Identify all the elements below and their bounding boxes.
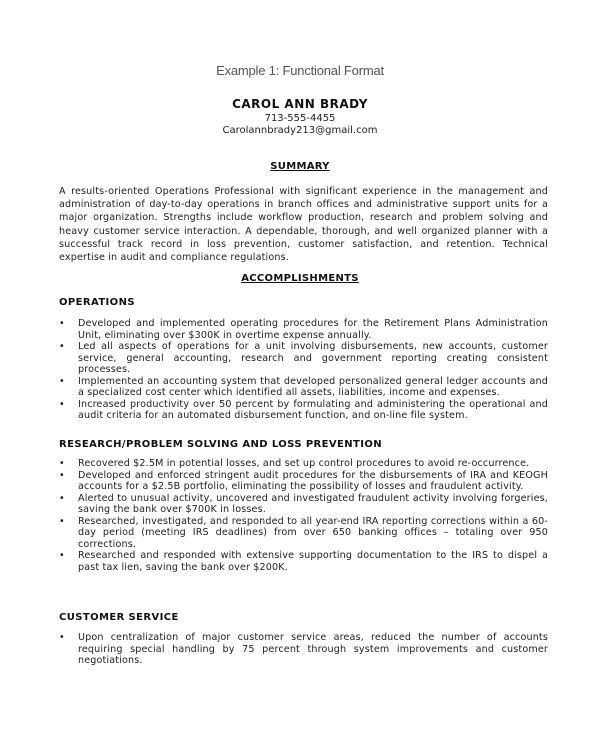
summary-heading: SUMMARY [270, 161, 330, 172]
list-item: • Led all aspects of operations for a unit involving disbursements, new accounts, customer service, general accounting, research and government reporting creating consistent processes. [59, 341, 548, 375]
bullet-icon: • [59, 375, 65, 387]
list-item: • Researched and responded with extensive supporting documentation to the IRS to dispel a past tax lien, saving the bank over $200K. [59, 550, 548, 573]
list-item: • Developed and implemented operating procedures for the Retirement Plans Administration Unit, eliminating over $300K in overtime expense annually. [59, 318, 548, 341]
document-title: Example 1: Functional Format [216, 63, 384, 78]
list-item: • Researched, investigated, and responded to all year-end IRA reporting corrections within a 60-day period (meeting IRS deadlines) from over 650 banking offices – totaling over 950 corrections. [59, 515, 548, 550]
bullet-icon: • [59, 550, 65, 561]
email-address: Carolannbrady213@gmail.com [222, 125, 378, 136]
accomplishments-heading: ACCOMPLISHMENTS [241, 273, 359, 284]
list-item: • Developed and enforced stringent audit procedures for the disbursements of IRA and KEOGH accounts for a $2.5B portfolio, eliminating the possibility of losses and fraudulent activity. [59, 469, 548, 492]
research-list [59, 458, 548, 573]
bullet-icon: • [59, 458, 65, 469]
candidate-name: CAROL ANN BRADY [232, 97, 368, 111]
bullet-icon: • [59, 492, 65, 504]
bullet-icon: • [59, 341, 65, 352]
list-item: • Alerted to unusual activity, uncovered and investigated fraudulent activity involving forgeries, saving the bank over $700K in losses. [59, 492, 548, 515]
section-title-research: RESEARCH/PROBLEM SOLVING AND LOSS PREVENTION [59, 439, 383, 450]
operations-list [59, 318, 548, 422]
bullet-icon: • [59, 318, 65, 329]
bullet-icon: • [59, 515, 65, 527]
bullet-icon: • [59, 632, 65, 643]
list-item: • Recovered $2.5M in potential losses, and set up control procedures to avoid re-occurrence. [59, 458, 530, 469]
summary-paragraph: A results-oriented Operations Professional with significant experience in the management and administration of day-to-day operations in branch offices and administrative support units for a major organization. Strengths include workflow production, research and problem solving and heavy customer service interaction. A dependable, thorough, and well organized planner with a successful track record in loss prevention, customer satisfaction, and retention. Technical expertise in audit and compliance regulations. [59, 186, 548, 264]
list-item: • Implemented an accounting system that developed personalized general ledger accounts and a specialized cost center which identified all assets, liabilities, income and expenses. [59, 375, 548, 398]
list-item: • Increased productivity over 50 percent by formulating and administering the operational and audit criteria for an automated disbursement function, and on-line file system. [59, 398, 548, 421]
section-title-operations: OPERATIONS [59, 297, 135, 308]
bullet-icon: • [59, 469, 65, 481]
list-item: • Upon centralization of major customer service areas, reduced the number of accounts requiring special handling by 75 percent through system improvements and customer negotiations. [59, 632, 548, 666]
bullet-icon: • [59, 398, 65, 410]
section-title-customer-service: CUSTOMER SERVICE [59, 612, 179, 623]
customer-service-list [59, 632, 548, 667]
phone-number: 713-555-4455 [264, 113, 336, 124]
